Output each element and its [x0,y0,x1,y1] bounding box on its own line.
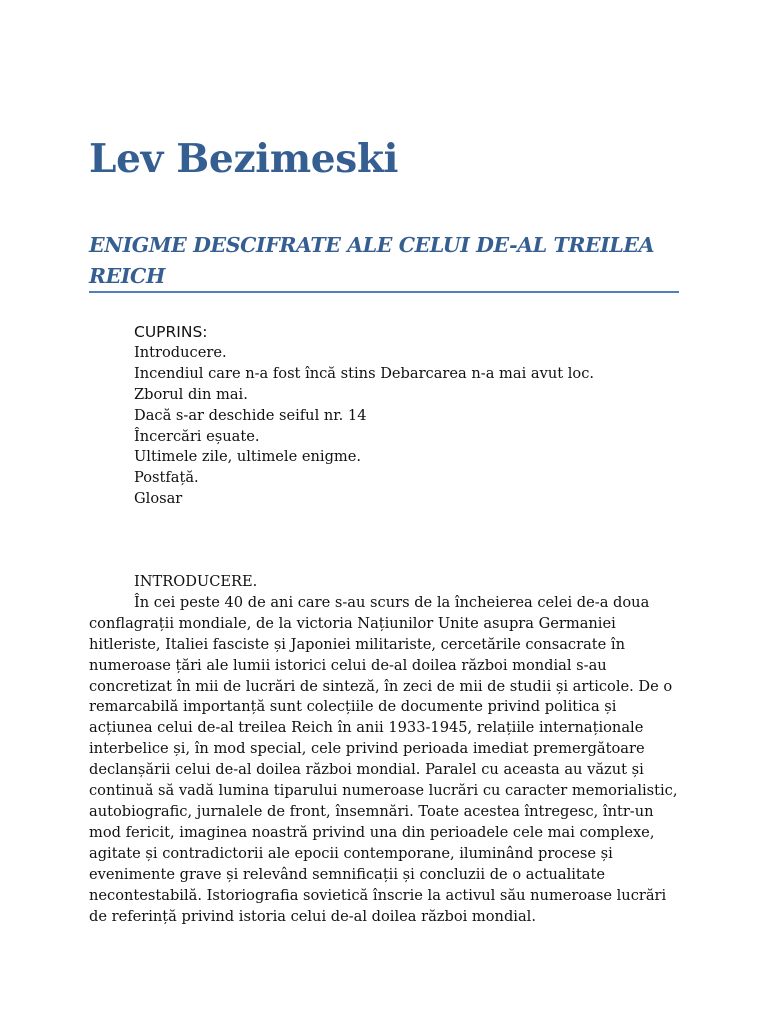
toc-item: Introducere. [134,343,227,361]
paragraph-line: mod fericit, imaginea noastră privind una din perioadele cele mai complexe, [89,823,655,841]
book-title-line: REICH [89,264,165,288]
toc-item: Postfață. [134,469,199,487]
paragraph-line: hitleriste, Italiei fasciste și Japoniei militariste, cercetările consacrate în [89,635,625,653]
toc-heading: CUPRINS: [134,323,208,341]
paragraph-line: concretizat în mii de lucrări de sinteză, în zeci de mii de studii și articole. De o [89,677,673,695]
paragraph-line: agitate și contradictorii ale epocii contemporane, iluminând procese și [89,844,613,862]
paragraph-line: În cei peste 40 de ani care s-au scurs de la încheierea celei de-a doua [134,593,650,611]
paragraph-line: continuă să vadă lumina tiparului numeroase lucrări cu caracter memorialistic, [89,782,678,800]
toc-item: Ultimele zile, ultimele enigme. [134,448,362,466]
introduction-section [89,572,689,927]
toc-item: Zborul din mai. [134,385,248,403]
introduction-heading: INTRODUCERE. [134,573,258,590]
paragraph-line: conflagrații mondiale, de la victoria Națiunilor Unite asupra Germaniei [89,614,616,632]
title-underline [89,291,679,293]
paragraph-line: numeroase țări ale lumii istorici celui de-al doilea război mondial s-au [89,656,607,674]
toc-item: Incendiul care n-a fost încă stins Debarcarea n-a mai avut loc. [134,364,595,382]
author-name: Lev Bezimeski [89,136,399,182]
table-of-contents [134,322,594,510]
paragraph-line: acțiunea celui de-al treilea Reich în anii 1933-1945, relațiile internaționale [89,719,644,737]
paragraph-line: remarcabilă importanță sunt colecțiile de documente privind politica și [89,698,617,716]
paragraph-line: declanșării celui de-al doilea război mondial. Paralel cu aceasta au văzut și [89,761,644,779]
toc-item: Dacă s-ar deschide seiful nr. 14 [134,406,367,424]
toc-item: Încercări eșuate. [134,427,260,445]
paragraph-line: evenimente grave și relevând semnificații și concluzii de o actualitate [89,865,605,883]
toc-item: Glosar [134,490,183,508]
paragraph-line: necontestabilă. Istoriografia sovietică înscrie la activul său numeroase lucrări [89,886,667,904]
paragraph-line: interbelice și, în mod special, cele privind perioada imediat premergătoare [89,740,645,758]
paragraph-line: autobiografic, jurnalele de front, însemnări. Toate acestea întregesc, într-un [89,802,654,820]
paragraph-line: de referință privind istoria celui de-al doilea război mondial. [89,907,536,925]
book-title-line: ENIGME DESCIFRATE ALE CELUI DE-AL TREILEA [89,233,655,257]
book-title [89,230,679,292]
